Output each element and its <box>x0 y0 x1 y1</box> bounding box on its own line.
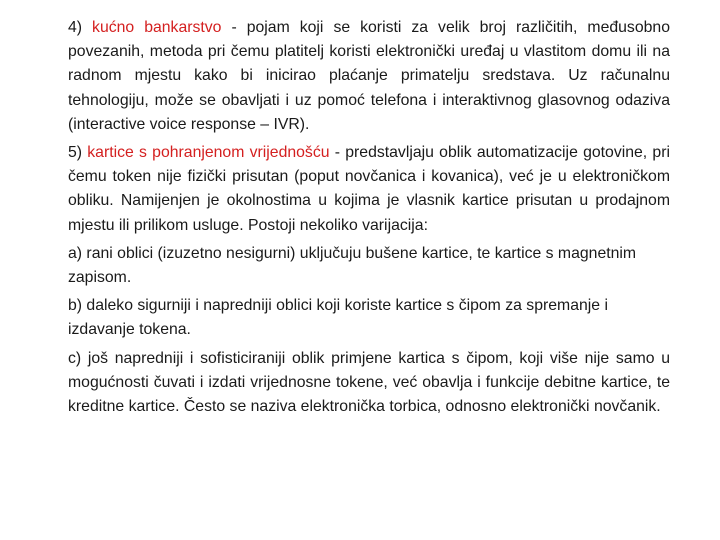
list-item-c: c) još napredniji i sofisticiraniji oblik primjene kartica s čipom, koji više nije samo u mogućnosti čuvati i izdati vrijednosne tokene, već obavlja i funkcije debitne kartice, te kreditne kartice. Često se naziva elektronička torbica, odnosno elektronički novčanik. <box>68 349 670 416</box>
paragraph-4-text: - pojam koji se koristi za velik broj različitih, međusobno povezanih, metoda pri čemu platitelj koristi elektronički uređaj u vlastitom domu ili na radnom mjestu kako bi inicirao plaćanje primatelju sredstava. Uz računalnu tehnologiju, može se obavljati i uz pomoć telefona i interaktivnog glasovnog odaziva (interactive voice response – IVR). <box>68 19 670 133</box>
paragraph-4 <box>68 16 670 137</box>
term-kartice-pohranjena-vrijednost: kartice s pohranjenom vrijednošću <box>87 144 330 162</box>
paragraph-5-text: - predstavljaju oblik automatizacije gotovine, pri čemu token nije fizički prisutan (poput novčanica i kovanica), već je u elektroničkom obliku. Namijenjen je okolnostima u kojima je vlasnik kartice prisutan u prodajnom mjestu ili prilikom usluge. Postoji nekoliko varijacija: <box>68 144 670 234</box>
paragraph-4-number: 4) <box>68 19 83 36</box>
paragraph-5 <box>68 141 670 238</box>
term-kucno-bankarstvo: kućno bankarstvo <box>92 19 222 36</box>
list-item-b: b) daleko sigurniji i napredniji oblici koji koriste kartice s čipom za spremanje i izdavanje tokena. <box>68 297 608 339</box>
list-item-a: a) rani oblici (izuzetno nesigurni) uključuju bušene kartice, te kartice s magnetnim zapisom. <box>68 244 637 287</box>
paragraph-5-number: 5) <box>68 144 83 162</box>
text-body <box>68 16 670 423</box>
